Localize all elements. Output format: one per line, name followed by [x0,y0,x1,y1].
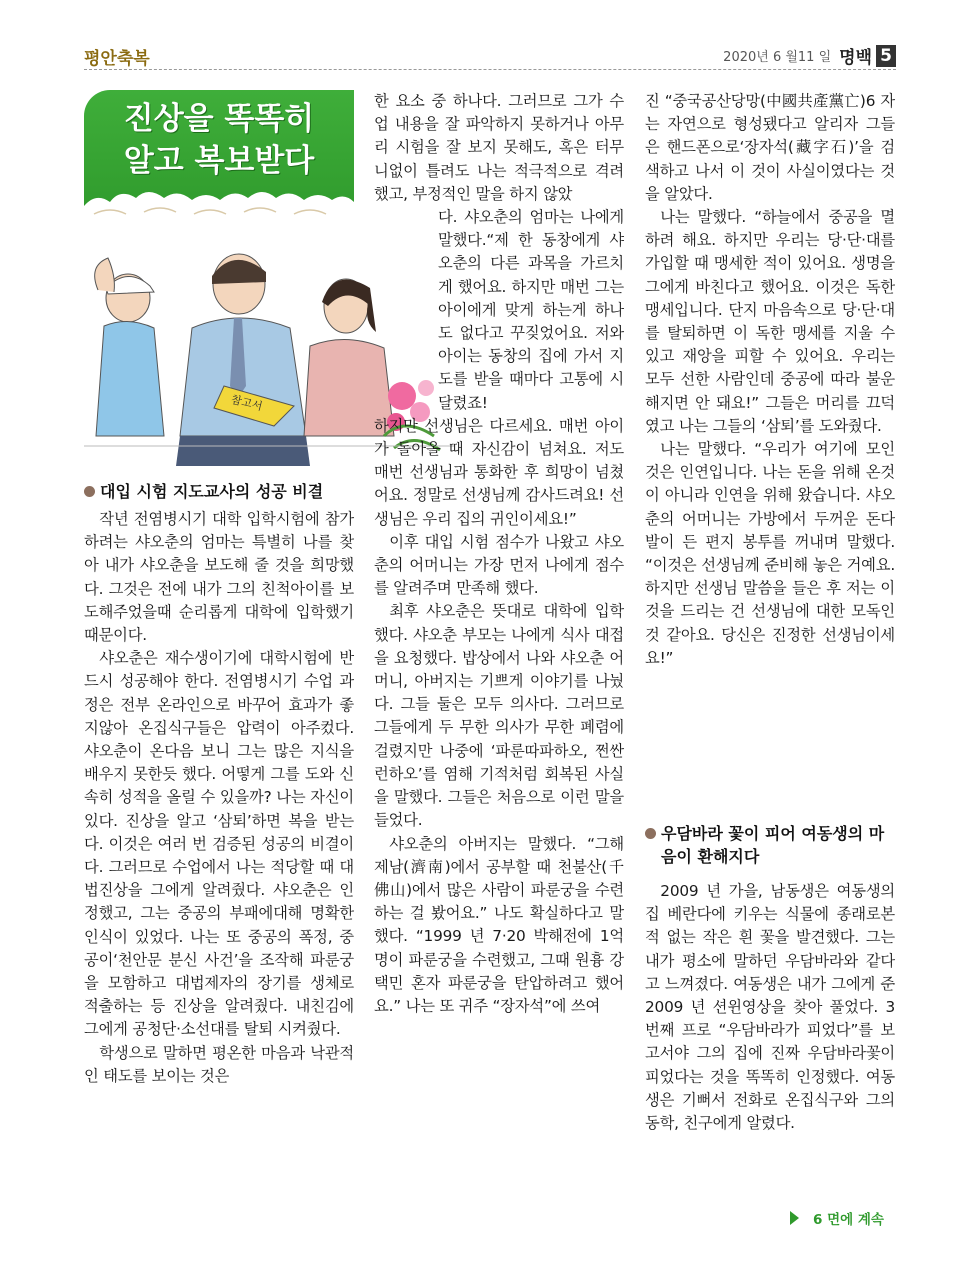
bullet-dot [84,486,95,497]
paragraph: 학생으로 말하면 평온한 마음과 낙관적인 태도를 보이는 것은 [84,1043,354,1085]
headline-line-2: 알고 복보받다 [123,143,315,179]
section-name: 명백 [839,48,872,68]
headline-line-1: 진상을 똑똑히 [123,101,315,137]
subheading-2 [645,822,895,868]
paragraph: 나는 말했다. “하늘에서 중공을 멸하려 해요. 하지만 우리는 당·단·대를 가입할 때 맹세한 적이 있어요. 생명을 그에게 바친다고 했어요. 이것은 독한 맹세입니다. 단지 마음속으로 당·단·대를 탈퇴하면 이 독한 맹세를 지울 수 있고 재앙을 피할 수 있어요. 우리는 모두 선한 사람인데 중공에 따라 불운해지면 안 돼요!” 그들은 머리를 끄덕였고 나는 그들의 ‘삼퇴’를 도와줬다. [645,208,895,435]
continue-note [790,1208,884,1228]
page-number: 5 [876,45,896,67]
cloud-decoration [84,184,354,222]
issue-date: 2020년 6 월11 일 [723,50,832,65]
paragraph: 나는 말했다. “우리가 여기에 모인 것은 인연입니다. 나는 돈을 위해 온것이 아니라 인연을 위해 왔습니다. 샤오춘의 어머니는 가방에서 두꺼운 돈다발이 든 편지 봉투를 꺼내며 말했다. “이것은 선생님께 준비해 놓은 거예요. 하지만 선생님 말씀을 들은 후 저는 이것을 드리는 건 선생님에 대한 모독인 것 같아요. 당신은 진정한 선생님이세요!” [645,440,895,667]
publication-name: 평안축복 [84,49,150,69]
paragraph: 최후 샤오춘은 뜻대로 대학에 입학했다. 샤오춘 부모는 나에게 식사 대접을 요청했다. 밥상에서 나와 샤오춘 어머니, 아버지는 기쁘게 이야기를 나눴다. 그들 둘은 모두 의사다. 그러므로 그들에게 두 무한 의사가 무한 폐렴에 걸렸지만 나중에 ‘파룬따파하오, 쩐싼런하오’를 염해 기적처럼 회복된 사실을 말했다. 그들은 처음으로 이런 말을 들었다. [374,602,624,830]
paragraph: 샤오춘의 아버지는 말했다. “그해 제남(濟南)에서 공부할 때 천불산(千佛山)에서 많은 사람이 파룬궁을 수련하는 걸 봤어요.” 나도 확실하다고 말했다. “1999 년 7·20 박해전에 1억 명이 파룬궁을 수련했고, 그때 원흉 강택민 혼자 파룬궁을 탄압하려고 했어요.” 나는 또 귀주 “장자석”에 쓰여 [374,834,624,1015]
column-2 [374,90,624,1018]
bullet-dot [645,828,656,839]
headline-box [84,90,354,222]
paragraph: 작년 전염병시기 대학 입학시험에 참가하려는 샤오춘의 엄마는 특별히 나를 찾아 내가 샤오춘을 보도해 줄 것을 희망했다. 그것은 전에 내가 그의 친척아이를 보도해주었을때 순리롭게 대학에 입학했기 때문이다. [84,510,354,645]
column-1 [84,508,354,1088]
subheading-1 [84,480,354,503]
triangle-icon [790,1211,799,1225]
continue-note-text: 6 면에 계속 [813,1212,884,1228]
subheading-2-text: 우담바라 꽃이 피어 여동생의 마음이 환해지다 [661,824,885,866]
paragraph: 2009 년 가을, 남동생은 여동생의 집 베란다에 키우는 식물에 종래로본적 없는 작은 흰 꽃을 발견했다. 그는 내가 평소에 말하던 우담바라와 같다고 느껴졌다. 여동생은 내가 그에게 준 2009 년 션윈영상을 찾아 풀었다. 3번째 프로 “우담바라가 피었다”를 보고서야 그의 집에 진짜 우담바라꽃이 피었다는 것을 똑똑히 인정했다. 여동생은 기뻐서 전화로 온집식구와 그의 동학, 친구에게 알렸다. [645,882,895,1133]
header-divider [84,69,896,70]
paragraph-wrapped: 다. 샤오춘의 엄마는 나에게 말했다.“제 한 동창에게 샤오춘의 다른 과목을 가르치게 했어요. 하지만 매번 그는 아이에게 맞게 하는게 하나도 없다고 꾸짖었어요. 저와 아이는 동창의 집에 가서 지도를 받을 때마다 고통에 시달렸죠! [438,208,624,412]
subheading-1-text: 대입 시험 지도교사의 성공 비결 [100,482,324,501]
paragraph: 하지만 선생님은 다르세요. 매번 아이가 돌아올 때 자신감이 넘쳐요. 저도 매번 선생님과 통화한 후 희망이 넘쳤어요. 정말로 선생님께 감사드려요! 선생님은 우리 집의 귀인이세요!” [374,416,624,528]
page-header [84,40,896,72]
paragraph: 진 “중국공산당망(中國共產黨亡)6 자는 자연으로 형성됐다고 알리자 그들은 핸드폰으로‘장자석(藏字石)’을 검색하고 나서 이 것이 사실이였다는 것을 알았다. [645,92,895,203]
column-3 [645,90,895,670]
column-3-continued [645,880,895,1135]
header-right [723,43,896,68]
paragraph: 샤오춘은 재수생이기에 대학시험에 반드시 성공해야 한다. 전염병시기 수업 과정은 전부 온라인으로 바꾸어 효과가 좋지않아 온집식구들은 압력이 아주컸다. 샤오춘이 온다음 보니 그는 많은 지식을 배우지 못한듯 했다. 어떻게 그를 도와 신속히 성적을 올릴 수 있을까? 나는 자신이 있다. 진상을 알고 ‘삼퇴’하면 복을 받는다. 이것은 여러 번 검증된 성공의 비결이다. 그러므로 수업에서 나는 적당할 때 대법진상을 그에게 알려줬다. 샤오춘은 인정했고, 그는 중공의 부패에대해 명확한 인식이 있었다. 나는 또 중공의 폭정, 중공이‘천안문 분신 사건’을 조작해 파룬궁을 모함하고 대법제자의 장기를 생체로 적출하는 등 진상을 알려줬다. 내친김에 그에게 공청단·소선대를 탈퇴 시켜줬다. [84,649,354,1039]
illustration-sign: 참고서 [229,392,264,414]
paragraph: 이후 대입 시험 점수가 나왔고 샤오춘의 어머니는 가장 먼저 나에게 점수를 알려주며 만족해 했다. [374,532,624,598]
paragraph: 한 요소 중 하나다. 그러므로 그가 수업 내용을 잘 파악하지 못하거나 아무리 시험을 잘 보지 못해도, 혹은 터무니없이 틀려도 나는 적극적으로 격려했고, 부정적인 말을 하지 않았 [374,92,624,203]
headline [84,98,354,182]
